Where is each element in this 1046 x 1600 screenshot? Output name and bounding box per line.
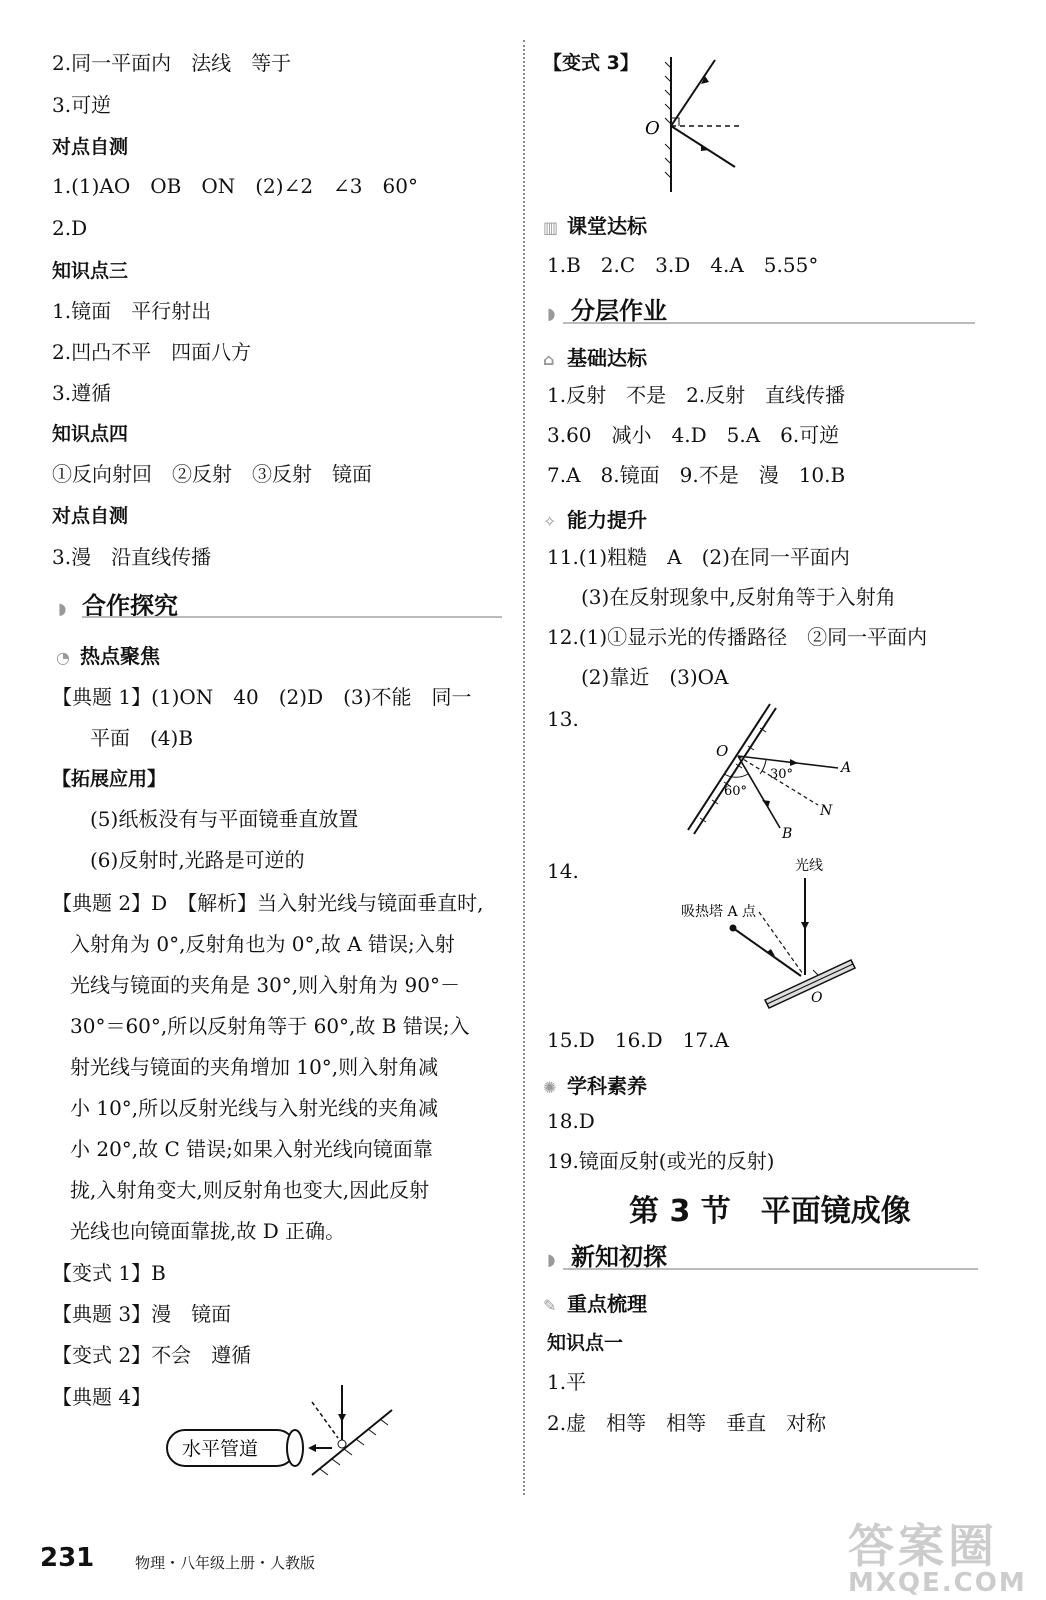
answer-line: (5)纸板没有与平面镜垂直放置 — [90, 807, 359, 831]
answer-line: 11.(1)粗糙 A (2)在同一平面内 — [547, 545, 850, 569]
normal-line — [759, 912, 803, 974]
answer-line: 小 10°,所以反射光线与入射光线的夹角减 — [70, 1096, 439, 1120]
point-a-label: A — [841, 760, 852, 776]
answer-line: (2)靠近 (3)OA — [581, 665, 729, 689]
point-o-label: O — [645, 118, 660, 139]
flame-icon: ◔ — [56, 648, 70, 667]
section-heading: ◗ 分层作业 — [547, 297, 667, 325]
point-n-label: N — [820, 803, 833, 819]
answer-line: 2.凹凸不平 四面八方 — [52, 340, 252, 364]
subheading: 知识点一 — [547, 1332, 624, 1354]
answer-line: 入射角为 0°,反射角也为 0°,故 A 错误;入射 — [70, 932, 455, 956]
section-heading: ◗ 新知初探 — [547, 1243, 667, 1271]
answer-line: 1.镜面 平行射出 — [52, 299, 212, 323]
answer-line: 光线也向镜面靠拢,故 D 正确。 — [70, 1219, 346, 1243]
answer-line: 7.A 8.镜面 9.不是 漫 10.B — [547, 463, 846, 487]
answer-line: 小 20°,故 C 错误;如果入射光线向镜面靠 — [70, 1137, 433, 1161]
subsection-heading: ✧ 能力提升 — [543, 508, 647, 532]
normal-line — [312, 1402, 338, 1438]
answer-line: 1.反射 不是 2.反射 直线传播 — [547, 383, 846, 407]
answer-line: 19.镜面反射(或光的反射) — [547, 1149, 775, 1173]
foundation-icon: ⌂ — [543, 350, 555, 369]
angle-label: 30° — [770, 767, 794, 782]
incidence-point — [338, 1440, 346, 1448]
point-b-label: B — [782, 826, 793, 842]
answer-line: 2.同一平面内 法线 等于 — [52, 51, 292, 75]
mirror-line — [694, 708, 776, 834]
angle-label: 60° — [724, 784, 748, 799]
question-number: 13. — [547, 707, 579, 731]
answer-line: 3.60 减小 4.D 5.A 6.可逆 — [547, 423, 840, 447]
answer-line: 3.可逆 — [52, 93, 112, 117]
footer-book-title: 物理・八年级上册・人教版 — [135, 1554, 316, 1572]
rocket-icon: ✧ — [543, 512, 557, 531]
answer-line: ①反向射回 ②反射 ③反射 镜面 — [52, 462, 372, 486]
answer-line: 射光线与镜面的夹角增加 10°,则入射角减 — [70, 1055, 439, 1079]
subsection-heading: ✺ 学科素养 — [543, 1074, 647, 1098]
subsection-heading: ▥ 课堂达标 — [543, 214, 647, 238]
variant3-diagram — [643, 52, 753, 197]
answer-line: 拢,入射角变大,则反射角也变大,因此反射 — [70, 1178, 430, 1202]
answer-line: 12.(1)①显示光的传播路径 ②同一平面内 — [547, 625, 928, 649]
arrow-head — [801, 922, 809, 930]
answer-line: 30°＝60°,所以反射角等于 60°,故 B 错误;入 — [70, 1014, 470, 1038]
section-rule — [82, 616, 502, 618]
atom-icon: ✺ — [543, 1078, 557, 1097]
answer-line: 3.漫 沿直线传播 — [52, 545, 212, 569]
answer-line: 【典题 1】(1)ON 40 (2)D (3)不能 同一 — [52, 685, 472, 709]
watermark-text: 答案圈 — [848, 1519, 998, 1573]
angle-arc — [724, 774, 748, 777]
subheading: 对点自测 — [52, 136, 129, 158]
answer-line: 2.D — [52, 216, 88, 240]
subsection-heading: ✎ 重点梳理 — [543, 1292, 647, 1316]
arrow-head — [701, 144, 709, 151]
answer-line: 【典题 2】D 【解析】当入射光线与镜面垂直时, — [52, 891, 484, 915]
answer-line: 【典题 3】漫 镜面 — [52, 1302, 232, 1326]
page-number: 231 — [40, 1543, 95, 1573]
answer-line: 1.平 — [547, 1370, 587, 1394]
incident-ray — [671, 60, 715, 126]
q13-diagram — [678, 700, 898, 845]
section-icon: ◗ — [58, 599, 67, 618]
arrow-head — [308, 1444, 316, 1452]
pipe-label: 水平管道 — [182, 1438, 259, 1460]
light-label: 光线 — [795, 858, 823, 874]
pipe-end — [287, 1430, 303, 1466]
arrow-head — [338, 1414, 346, 1422]
chapter-title: 第 3 节 平面镜成像 — [629, 1194, 911, 1229]
pen-icon: ✎ — [543, 1296, 557, 1315]
question-number: 14. — [547, 859, 579, 883]
subheading: 知识点三 — [52, 260, 129, 282]
section-rule — [563, 322, 975, 324]
answer-line: 1.B 2.C 3.D 4.A 5.55° — [547, 253, 819, 277]
section-icon: ◗ — [547, 304, 556, 323]
subheading: 对点自测 — [52, 505, 129, 527]
mirror-line — [767, 964, 853, 1004]
pipe-mirror-diagram — [162, 1380, 502, 1480]
answer-line: 【变式 1】B — [52, 1261, 166, 1285]
point-o-label: O — [716, 742, 729, 760]
mirror-line — [688, 704, 770, 830]
answer-line: 【典题 4】 — [52, 1385, 152, 1409]
book-icon: ▥ — [543, 218, 559, 237]
subheading: 【拓展应用】 — [52, 768, 167, 790]
answer-line: 2.虚 相等 相等 垂直 对称 — [547, 1411, 827, 1435]
answer-line: 18.D — [547, 1109, 595, 1133]
subsection-heading: ⌂ 基础达标 — [543, 346, 647, 370]
section-rule — [563, 1268, 978, 1270]
watermark-url: MXQE.COM — [848, 1568, 1027, 1598]
answer-line: 光线与镜面的夹角是 30°,则入射角为 90°－ — [70, 973, 460, 997]
column-divider — [523, 40, 525, 1495]
answer-line: (6)反射时,光路是可逆的 — [90, 848, 305, 872]
section-icon: ◗ — [547, 1250, 556, 1269]
q14-diagram — [673, 850, 873, 1020]
answer-line: 平面 (4)B — [90, 726, 194, 750]
section-heading: ◗ 合作探究 — [58, 592, 178, 620]
point-o-label: O — [811, 990, 823, 1006]
answer-line: 【变式 2】不会 遵循 — [52, 1343, 252, 1367]
answer-line: (3)在反射现象中,反射角等于入射角 — [581, 585, 896, 609]
arrow-head — [790, 759, 798, 766]
subheading: 【变式 3】 — [543, 52, 639, 74]
watermark-logo — [848, 1510, 1027, 1598]
answer-line: 15.D 16.D 17.A — [547, 1028, 729, 1052]
answer-line: 1.(1)AO OB ON (2)∠2 ∠3 60° — [52, 174, 418, 198]
subheading: 知识点四 — [52, 423, 129, 445]
tower-label: 吸热塔 A 点 — [681, 904, 757, 920]
answer-line: 3.遵循 — [52, 381, 112, 405]
subsection-heading: ◔ 热点聚焦 — [56, 644, 160, 668]
arrow-head — [762, 800, 770, 808]
